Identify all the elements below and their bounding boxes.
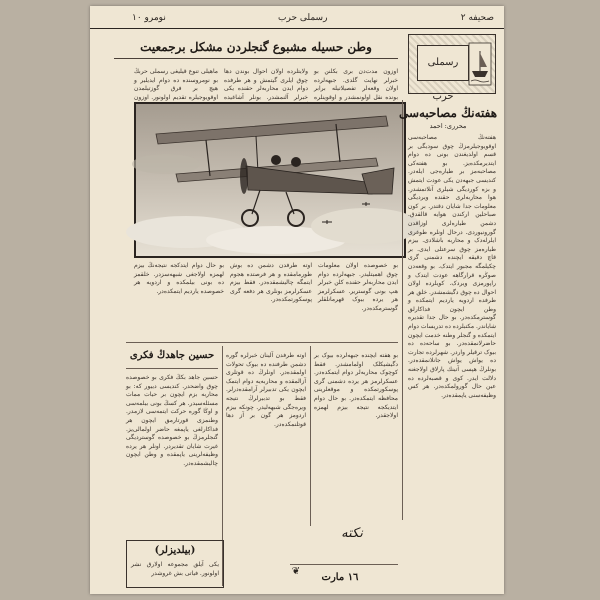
warship-emblem-icon [467, 37, 493, 91]
top-text-middle: ولایتلرده اولان احوال بوندن دها چوق ایلری گیتمش و هر طرفده دوام ایدن محاربه‌لر حقنده یکی خبرلر آلنمشدر. بونلر آشاغیده [224, 68, 308, 101]
masthead-emblem [408, 34, 496, 102]
ornament-icon: ❦ [291, 566, 301, 577]
section-rule [126, 342, 398, 343]
ad-title: (بیلدیزلر) [154, 545, 196, 556]
biplane-photo [134, 102, 406, 258]
lower-rule-2 [310, 346, 311, 526]
masthead-label: رسملی حرب [417, 45, 469, 81]
box-title-rule [126, 368, 218, 369]
column-rule-right [402, 100, 403, 520]
issue-number: نومرو ١٠ [132, 13, 166, 23]
lower-col-a: اوته طرفدن آلینان خبرلره گوره دشمن طرفنده ده بیوک تحولات اولمقده‌در. اونلرڭ ده قوتلری آزالمقده و محاربه‌یه دوام ایتمک ایچون یکی تدبیرلر آرامقده‌درلر. فقط بو تدبیرلرڭ نتیجه ویره‌جگی شبهه‌لیدر. چونکه بیزم اردومز هر گون بر آز دها قوتلنمکده‌در. [226, 352, 306, 428]
lower-col-b: بو هفته ایچنده جبهه‌لرده بیوک بر دگیشیکلک اولمامشدر. فقط کوچوک محاربه‌لر دوام ایتمکده‌در. عسکرلرمز هر یرده دشمنی گری پوسکورتمکده و موقعلرینی محافظه ایتمکده‌در. بو حال دوام ایتدیکجه نتیجه بیزم لهمزه اولاجقدر. [314, 352, 398, 420]
right-column-text: هفته‌نڭ مصاحبه‌سی اوقویوجیلرمزڭ چوق سودیگی بر قسم اولدیغندن بونی ده دوام ایتدیرمکده‌یز. بو هفته‌کی مصاحبه‌مز بر طیاره‌جی ایله‌در. کندیسی جبهه‌دن یکی عودت ایتمش و بزه کوردیگی شیلری آنلاتمشدر. هوا محاربه‌لری حقنده ویردیگی معلومات جدا شایان دقتدر. بر کون صباحلین ارکندن هوایه قالقدق. دشمن طیاره‌لری اوزاقدن گورونیوردی. درحال اونلره طوغری ایلرله‌دک و محاربه باشلادی. بیزم طیاره‌مز چوق سرعتلی ایدی. بر قاچ دقیقه ایچنده دشمنی گری چکیلمگه مجبور ایتدک. بو وقعه‌دن صوڭره قرارگاهه عودت ایتدک و راپورمزی ویردک. کویلرده اولان احوال ده چوق دگیشمشدر. خلق هر طرفده اردویه یاردیم ایتمکده و وطن ایچون فداکارلق گوسترمکده‌در. بو حال جدا تقدیره شایاندر. مکتبلرده ده تدریسات دوام ایتمکده و گنجلر وطنه خدمت ایچون حاضرلانمقده‌در. بو ساحه‌ده ده بیوک ترقیلر واردر. شهرلرده تجارت ده یواش یواش جانلانمقده‌در. بونلرڭ هپسی آتینك پارلاق اولاجغنه دلالت ایدر. کوی و قصبه‌لرده ده عین حال گورولمکده‌در. هر کس وظیفه‌سنی یاپمقده‌در. [408, 134, 496, 399]
mid-col-1: بو خصوصده اولان معلومات چوق اهمیتلیدر. جبهه‌لرده دوام ایدن محاربه‌لر حقنده کلن خبرلر هپ بونی گوستریر. عسکرلرمز هر یرده بیوک قهرمانلقلر گوسترمکده‌در. [318, 262, 398, 312]
mid-col-3: بو حال دوام ایتدکجه نتیجه‌نڭ بیزم لهمزه اولاجغی شبهه‌سزدر. خلقمز ده بونی بیلمکده و اردویه هر خصوصده یاردیم ایتمکده‌در. [134, 262, 224, 295]
top-text-left: ماهیلی تنوع قیلیغی رسملی حربڭ بو نومروسنده ده دوام ایدیلیر و هیچ بر فرق گوزتیلمدن اوقویوجیلره تقدیم اولونور. اوزون [134, 68, 218, 101]
mid-col-2: اوته طرفدن دشمن ده بوش طورمامقده و هر فرصتده هجوم ایتمگه چالیشمقده‌در. فقط بیزم عسکرلرمز بونلری هر دفعه گری پوسکورتمکده‌در. [230, 262, 312, 304]
date-label: ١٦ مارت [321, 572, 359, 583]
section-title: هفته‌نڭ مصاحبه‌سی [398, 106, 498, 120]
signature: نکته [341, 526, 363, 541]
advertisement-box [126, 540, 224, 588]
lower-left-text: حسین جاهد بکڭ فکری بو خصوصده چوق واضحدر. کندیسی دییور که: بو محاربه بزم ایچون بر حیات ممات مسئله‌سیدر. هر کسڭ بونی بیلمه‌سی و اوڭا گوره حرکت ایتمه‌سی لازمدر. وطنمزی قورتارمق ایچون هر فداکارلغی یاپمغه حاضر اولمالی‌یز. گنجلرمزڭ بو خصوصده گوستردیگی غیرت شایان تقدیردر. اونلر هر یرده وظیفه‌لرینی یاپمقده و وطن ایچون چالیشمقده‌در. [126, 374, 218, 467]
main-headline: وطن حسیله مشبوع گنجلردن مشکل برجمعیت [114, 40, 398, 59]
page-number: صحیفه ٢ [460, 13, 494, 23]
running-head [90, 6, 504, 29]
ad-text: یکی آیلق مجموعه اولارق نشر اولونور. فیاتی بش غروشدر [131, 561, 219, 577]
column-box-title: حسین جاهدڭ فکری [129, 350, 215, 361]
newspaper-page [90, 6, 504, 594]
section-byline: محرری: احمد [429, 122, 467, 130]
publication-name: رسملی حرب [278, 13, 328, 23]
top-text-right: اوزون مدت‌دن بری بکلنن بو خبرلر نهایت گلدی. جبهه‌لرده اولان وقعه‌لر تفصیلاتیله برابر بونده نقل اولونمشدر و اوقوینلره [314, 68, 398, 101]
date-rule [290, 564, 398, 565]
biplane-illustration [136, 104, 404, 256]
